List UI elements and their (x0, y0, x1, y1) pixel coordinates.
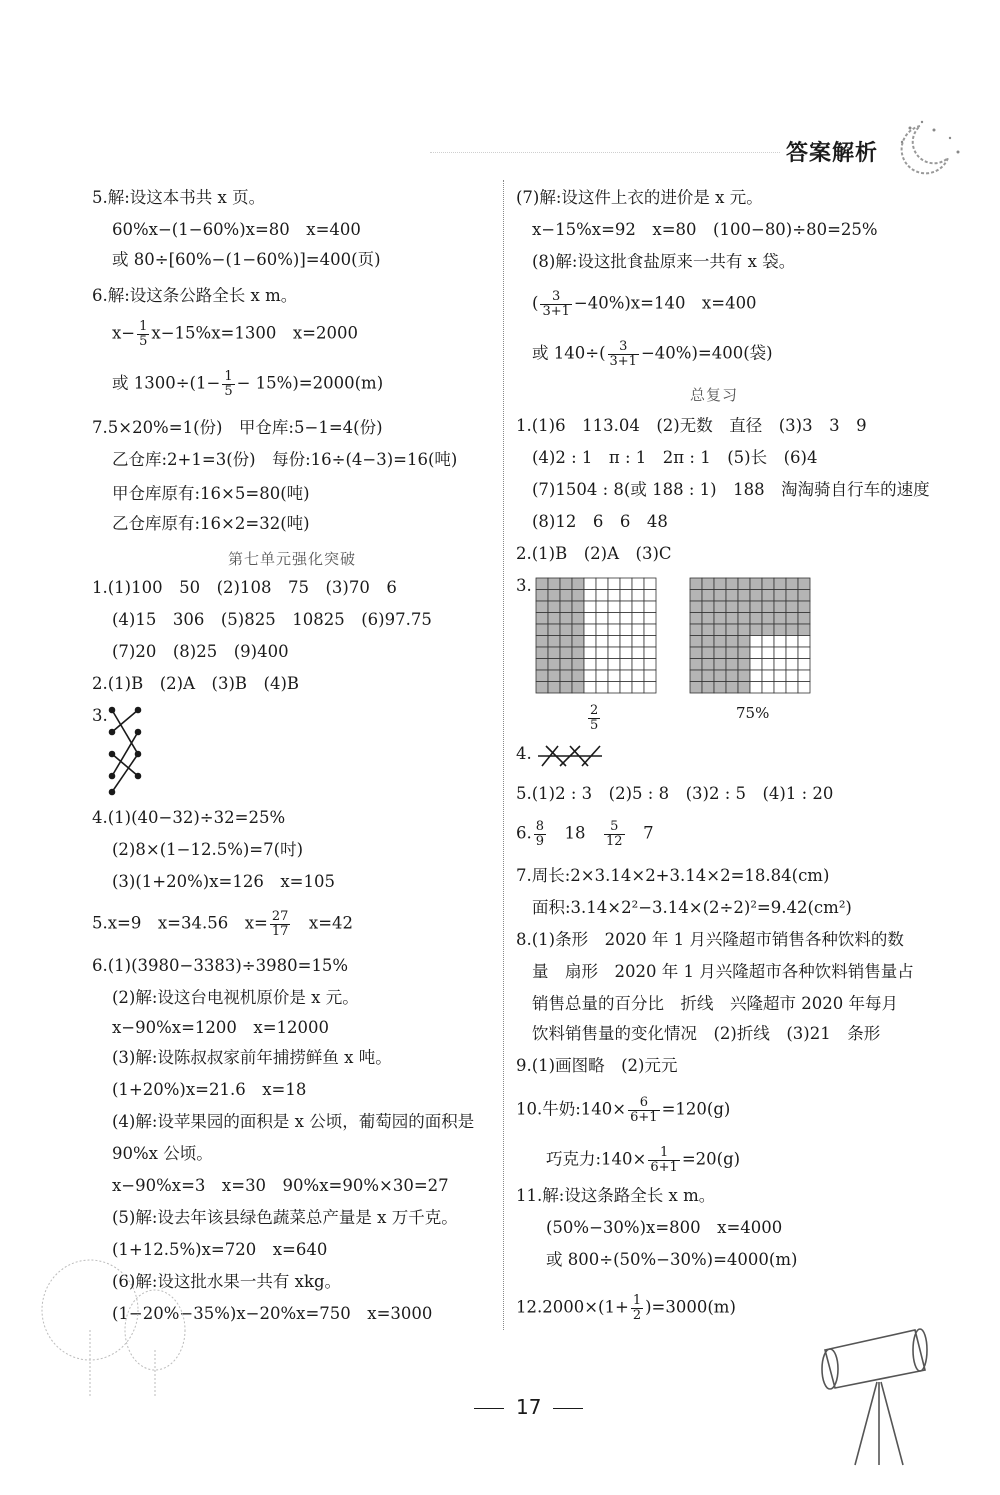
grid-cell (726, 682, 738, 694)
grid-cell (596, 601, 608, 613)
grid-cell (774, 578, 786, 590)
grid-cell (774, 659, 786, 671)
answer-line: (50%−30%)x=800 x=4000 (546, 1218, 783, 1237)
tree-illustration (30, 1250, 200, 1400)
grid-cell (690, 601, 702, 613)
fraction: $\frac{3}{3+1}$ (542, 289, 570, 319)
fraction: $\frac{2}{5}$ (590, 703, 599, 733)
grid-left-label (586, 704, 602, 732)
grid-cell (632, 601, 644, 613)
grid-cell (726, 624, 738, 636)
grid-cell (774, 670, 786, 682)
answer-line-with-fraction: 巧克力:140× $\frac{1}{6+1}$ =20(g) (546, 1145, 741, 1175)
answer-line-with-fraction: 或 1300÷(1− $\frac{1}{5}$ − 15%)=2000(m) (112, 369, 384, 399)
grid-cell (786, 670, 798, 682)
grid-cell (690, 682, 702, 694)
answer-line: 9.(1)画图略 (2)元元 (516, 1056, 678, 1075)
grid-cell (548, 670, 560, 682)
grid-cell (750, 613, 762, 625)
grid-cell (750, 636, 762, 648)
grid-cell (560, 670, 572, 682)
grid-cell (584, 590, 596, 602)
grid-cell (726, 647, 738, 659)
answer-line: (7)解:设这件上衣的进价是 x 元。 (516, 188, 763, 207)
grid-cell (762, 670, 774, 682)
grid-cell (620, 659, 632, 671)
grid-cell (596, 636, 608, 648)
grid-cell (644, 613, 656, 625)
answer-line: (8)解:设这批食盐原来一共有 x 袋。 (532, 252, 796, 271)
grid-cell (572, 659, 584, 671)
answer-line: x−15%x=92 x=80 (100−80)÷80=25% (532, 220, 878, 239)
grid-cell (620, 601, 632, 613)
grid-cell (714, 636, 726, 648)
grid-cell (536, 613, 548, 625)
grid-cell (738, 590, 750, 602)
grid-cell (786, 590, 798, 602)
answer-line: 3. (92, 706, 108, 725)
fraction: $\frac{5}{12}$ (606, 819, 623, 849)
section-title: 第七单元强化突破 (228, 550, 357, 568)
grid-cell (714, 647, 726, 659)
grid-cell (786, 578, 798, 590)
answer-line: (1−20%−35%)x−20%x=750 x=3000 (112, 1304, 433, 1323)
grid-cell (714, 613, 726, 625)
grid-cell (738, 578, 750, 590)
answer-line: (4)15 306 (5)825 10825 (6)97.75 (112, 610, 432, 629)
grid-cell (738, 670, 750, 682)
grid-cell (738, 682, 750, 694)
answer-line: 4.(1)(40−32)÷32=25% (92, 808, 286, 827)
grid-cell (608, 601, 620, 613)
grid-cell (726, 590, 738, 602)
header-rule (430, 152, 780, 153)
grid-cell (798, 670, 810, 682)
grid-cell (644, 636, 656, 648)
fraction: $\frac{1}{5}$ (139, 319, 148, 349)
grid-cell (644, 670, 656, 682)
grid-cell (584, 682, 596, 694)
grid-cell (596, 682, 608, 694)
answer-line: 5.(1)2 : 3 (2)5 : 8 (3)2 : 5 (4)1 : 20 (516, 784, 834, 803)
grid-cell (572, 636, 584, 648)
grid-cell (548, 590, 560, 602)
grid-cell (536, 682, 548, 694)
grid-cell (596, 647, 608, 659)
answer-line: (2)8×(1−12.5%)=7(吋) (112, 840, 304, 859)
answer-line-with-fraction: x− $\frac{1}{5}$ x−15%x=1300 x=2000 (112, 319, 358, 349)
answer-line: 3. (516, 576, 532, 595)
grid-cell (798, 624, 810, 636)
answer-line: 量 扇形 2020 年 1 月兴隆超市各种饮料销售量占 (532, 962, 914, 981)
grid-cell (750, 647, 762, 659)
telescope-illustration (815, 1310, 945, 1470)
grid-cell (572, 578, 584, 590)
grid-cell (690, 670, 702, 682)
fraction: $\frac{1}{2}$ (632, 1293, 642, 1323)
grid-cell (560, 682, 572, 694)
answer-line: 2.(1)B (2)A (3)C (516, 544, 672, 563)
grid-cell (584, 659, 596, 671)
answer-line: 5.解:设这本书共 x 页。 (92, 188, 266, 207)
grid-cell (632, 613, 644, 625)
grid-cell (690, 578, 702, 590)
grid-cell (702, 636, 714, 648)
grid-cell (572, 601, 584, 613)
grid-cell (750, 682, 762, 694)
grid-cell (762, 659, 774, 671)
answer-line: (6)解:设这批水果一共有 xkg。 (112, 1272, 342, 1291)
answer-line: 6.解:设这条公路全长 x m。 (92, 286, 298, 305)
grid-cell (738, 613, 750, 625)
grid-cell (738, 659, 750, 671)
answer-line-with-fraction: 或 140÷( $\frac{3}{3+1}$ −40%)=400(袋) (532, 339, 773, 369)
grid-cell (548, 578, 560, 590)
grid-cell (702, 624, 714, 636)
grid-cell (644, 590, 656, 602)
answer-line: 或 80÷[60%−(1−60%)]=400(页) (112, 250, 381, 269)
fraction: $\frac{3}{3+1}$ (609, 339, 637, 369)
grid-cell (536, 647, 548, 659)
page-header-title: 答案解析 (786, 141, 879, 166)
grid-cell (798, 659, 810, 671)
grid-cell (536, 601, 548, 613)
grid-cell (596, 659, 608, 671)
grid-cell (714, 590, 726, 602)
grid-cell (584, 613, 596, 625)
grid-cell (762, 590, 774, 602)
answer-line: (7)1504 : 8(或 188 : 1) 188 淘淘骑自行车的速度 (532, 480, 930, 499)
grid-cell (702, 682, 714, 694)
grid-cell (798, 613, 810, 625)
answer-line: 90%x 公顷。 (112, 1144, 213, 1163)
answer-line: 销售总量的百分比 折线 兴隆超市 2020 年每月 (532, 994, 898, 1013)
answer-line: 1.(1)100 50 (2)108 75 (3)70 6 (92, 578, 397, 597)
answer-line: (2)解:设这台电视机原价是 x 元。 (112, 988, 359, 1007)
answer-line: 甲仓库原有:16×5=80(吨) (112, 484, 310, 503)
grid-cell (762, 601, 774, 613)
grid-cell (702, 578, 714, 590)
grid-cell (620, 590, 632, 602)
grid-cell (714, 670, 726, 682)
grid-cell (786, 636, 798, 648)
grid-cell (548, 659, 560, 671)
grid-cell (572, 590, 584, 602)
answer-line-with-fraction: ( $\frac{3}{3+1}$ −40%)x=140 x=400 (532, 289, 757, 319)
grid-cell (738, 647, 750, 659)
grid-cell (548, 647, 560, 659)
answer-line: x−90%x=3 x=30 90%x=90%×30=27 (112, 1176, 449, 1195)
grid-cell (632, 590, 644, 602)
column-divider (503, 180, 504, 1330)
grid-cell (596, 670, 608, 682)
grid-cell (786, 647, 798, 659)
grid-cell (572, 624, 584, 636)
grid-cell (774, 682, 786, 694)
grid-cell (750, 590, 762, 602)
grid-cell (620, 578, 632, 590)
grid-cell (690, 647, 702, 659)
answer-line: (7)20 (8)25 (9)400 (112, 642, 289, 661)
fraction: $\frac{6}{6+1}$ (630, 1095, 658, 1125)
grid-cell (726, 578, 738, 590)
grid-cell (548, 682, 560, 694)
grid-right-label: 75% (736, 704, 770, 722)
grid-cell (584, 624, 596, 636)
answer-line: (4)2 : 1 π : 1 2π : 1 (5)长 (6)4 (532, 448, 818, 467)
answer-line: 4. (516, 744, 532, 763)
grid-cell (702, 613, 714, 625)
grid-cell (560, 624, 572, 636)
answer-line: (3)解:设陈叔叔家前年捕捞鲜鱼 x 吨。 (112, 1048, 392, 1067)
grid-cell (762, 613, 774, 625)
grid-cell (738, 624, 750, 636)
answer-line: 6.(1)(3980−3383)÷3980=15% (92, 956, 349, 975)
answer-line-with-fraction: 6. $\frac{8}{9}$ 18 $\frac{5}{12}$ 7 (516, 819, 654, 849)
grid-cell (608, 590, 620, 602)
grid-cell (762, 647, 774, 659)
grid-cell (596, 613, 608, 625)
grid-cell (774, 613, 786, 625)
grid-cell (750, 659, 762, 671)
grid-cell (726, 613, 738, 625)
fraction: $\frac{1}{5}$ (224, 369, 233, 399)
grid-cell (584, 578, 596, 590)
grid-cell (714, 624, 726, 636)
grid-cell (702, 659, 714, 671)
answer-line: (1+20%)x=21.6 x=18 (112, 1080, 307, 1099)
grid-cell (548, 624, 560, 636)
grid-cell (786, 682, 798, 694)
grid-cell (786, 601, 798, 613)
grid-cell (762, 578, 774, 590)
grid-cell (620, 613, 632, 625)
grid-cell (608, 624, 620, 636)
grid-cell (584, 636, 596, 648)
dash-left (474, 1408, 504, 1409)
grid-cell (702, 670, 714, 682)
grid-cell (750, 578, 762, 590)
grid-cell (774, 636, 786, 648)
grid-cell (560, 578, 572, 590)
shaded-grid-75-percent (688, 576, 812, 694)
answer-line: 乙仓库原有:16×2=32(吨) (112, 514, 310, 533)
grid-cell (644, 682, 656, 694)
grid-cell (774, 601, 786, 613)
grid-cell (750, 624, 762, 636)
grid-cell (714, 659, 726, 671)
grid-cell (572, 670, 584, 682)
grid-cell (632, 578, 644, 590)
grid-cell (644, 647, 656, 659)
grid-cell (726, 670, 738, 682)
section-title: 总复习 (690, 386, 739, 404)
answer-line: 面积:3.14×2²−3.14×(2÷2)²=9.42(cm²) (532, 898, 852, 917)
page-number: 17 (462, 1395, 595, 1419)
grid-cell (690, 659, 702, 671)
grid-cell (714, 682, 726, 694)
grid-cell (786, 659, 798, 671)
grid-cell (560, 647, 572, 659)
grid-cell (620, 624, 632, 636)
shaded-grid-two-fifths (534, 576, 658, 694)
grid-cell (560, 636, 572, 648)
grid-cell (584, 670, 596, 682)
grid-cell (702, 590, 714, 602)
answer-line: 7.5×20%=1(份) 甲仓库:5−1=4(份) (92, 418, 383, 437)
answer-line: 饮料销售量的变化情况 (2)折线 (3)21 条形 (532, 1024, 881, 1043)
grid-cell (632, 659, 644, 671)
grid-cell (572, 682, 584, 694)
grid-cell (608, 670, 620, 682)
grid-cell (750, 670, 762, 682)
grid-cell (620, 670, 632, 682)
grid-cell (702, 601, 714, 613)
answer-line: (1+12.5%)x=720 x=640 (112, 1240, 328, 1259)
fraction: $\frac{8}{9}$ (535, 819, 545, 849)
answer-line: 或 800÷(50%−30%)=4000(m) (546, 1250, 798, 1269)
grid-cell (608, 682, 620, 694)
grid-cell (644, 659, 656, 671)
grid-cell (738, 636, 750, 648)
grid-cell (726, 659, 738, 671)
grid-cell (572, 613, 584, 625)
grid-cell (632, 670, 644, 682)
grid-cell (536, 670, 548, 682)
answer-line: 乙仓库:2+1=3(份) 每份:16÷(4−3)=16(吨) (112, 450, 458, 469)
grid-cell (714, 578, 726, 590)
answer-line: (3)(1+20%)x=126 x=105 (112, 872, 335, 891)
answer-line: 60%x−(1−60%)x=80 x=400 (112, 220, 361, 239)
answer-line: 2.(1)B (2)A (3)B (4)B (92, 674, 300, 693)
grid-cell (726, 601, 738, 613)
grid-cell (738, 601, 750, 613)
grid-cell (548, 613, 560, 625)
grid-cell (632, 624, 644, 636)
grid-cell (750, 601, 762, 613)
grid-cell (762, 636, 774, 648)
grid-cell (596, 590, 608, 602)
answer-line: (4)解:设苹果园的面积是 x 公顷，葡萄园的面积是 (112, 1112, 475, 1131)
grid-cell (798, 590, 810, 602)
grid-cell (726, 636, 738, 648)
grid-cell (584, 647, 596, 659)
grid-cell (798, 682, 810, 694)
grid-cell (774, 647, 786, 659)
grid-cell (548, 601, 560, 613)
answer-line-with-fraction: 5.x=9 x=34.56 x= $\frac{27}{17}$ x=42 (92, 909, 354, 939)
grid-cell (620, 682, 632, 694)
answer-line: (5)解:设去年该县绿色蔬菜总产量是 x 万千克。 (112, 1208, 458, 1227)
grid-cell (798, 578, 810, 590)
grid-cell (536, 624, 548, 636)
grid-cell (690, 636, 702, 648)
grid-cell (762, 682, 774, 694)
grid-cell (786, 613, 798, 625)
grid-cell (536, 578, 548, 590)
grid-cell (584, 601, 596, 613)
grid-cell (774, 624, 786, 636)
grid-cell (690, 613, 702, 625)
grid-cell (714, 601, 726, 613)
grid-cell (608, 578, 620, 590)
grid-cell (620, 647, 632, 659)
grid-cell (548, 636, 560, 648)
grid-cell (596, 624, 608, 636)
grid-cell (644, 578, 656, 590)
grid-cell (702, 647, 714, 659)
answer-line: x−90%x=1200 x=12000 (112, 1018, 330, 1037)
grid-cell (536, 636, 548, 648)
grid-cell (632, 636, 644, 648)
matching-lines-diagram-2 (536, 742, 604, 770)
grid-cell (632, 682, 644, 694)
grid-cell (560, 601, 572, 613)
moon-stars-icon (890, 118, 970, 178)
grid-cell (762, 624, 774, 636)
grid-cell (560, 659, 572, 671)
answer-line: 8.(1)条形 2020 年 1 月兴隆超市销售各种饮料的数 (516, 930, 904, 949)
matching-lines-diagram (104, 702, 144, 798)
grid-cell (596, 578, 608, 590)
grid-cell (774, 590, 786, 602)
grid-cell (798, 636, 810, 648)
grid-cell (644, 624, 656, 636)
dash-right (553, 1408, 583, 1409)
grid-cell (536, 659, 548, 671)
grid-cell (690, 624, 702, 636)
grid-cell (572, 647, 584, 659)
grid-cell (608, 613, 620, 625)
grid-cell (608, 647, 620, 659)
grid-cell (690, 590, 702, 602)
grid-cell (560, 590, 572, 602)
answer-line: 7.周长:2×3.14×2+3.14×2=18.84(cm) (516, 866, 830, 885)
answer-line: 1.(1)6 113.04 (2)无数 直径 (3)3 3 9 (516, 416, 867, 435)
grid-cell (560, 613, 572, 625)
answer-line: 11.解:设这条路全长 x m。 (516, 1186, 716, 1205)
answer-line-with-fraction: 10.牛奶:140× $\frac{6}{6+1}$ =120(g) (516, 1095, 731, 1125)
grid-cell (632, 647, 644, 659)
grid-cell (536, 590, 548, 602)
answer-line-with-fraction: 12.2000×(1+ $\frac{1}{2}$ )=3000(m) (516, 1293, 736, 1323)
grid-cell (798, 601, 810, 613)
grid-cell (786, 624, 798, 636)
grid-cell (608, 659, 620, 671)
grid-cell (608, 636, 620, 648)
answer-line: (8)12 6 6 48 (532, 512, 668, 531)
grid-cell (644, 601, 656, 613)
grid-cell (620, 636, 632, 648)
fraction: $\frac{1}{6+1}$ (650, 1145, 678, 1175)
fraction: $\frac{27}{17}$ (271, 909, 289, 939)
grid-cell (798, 647, 810, 659)
